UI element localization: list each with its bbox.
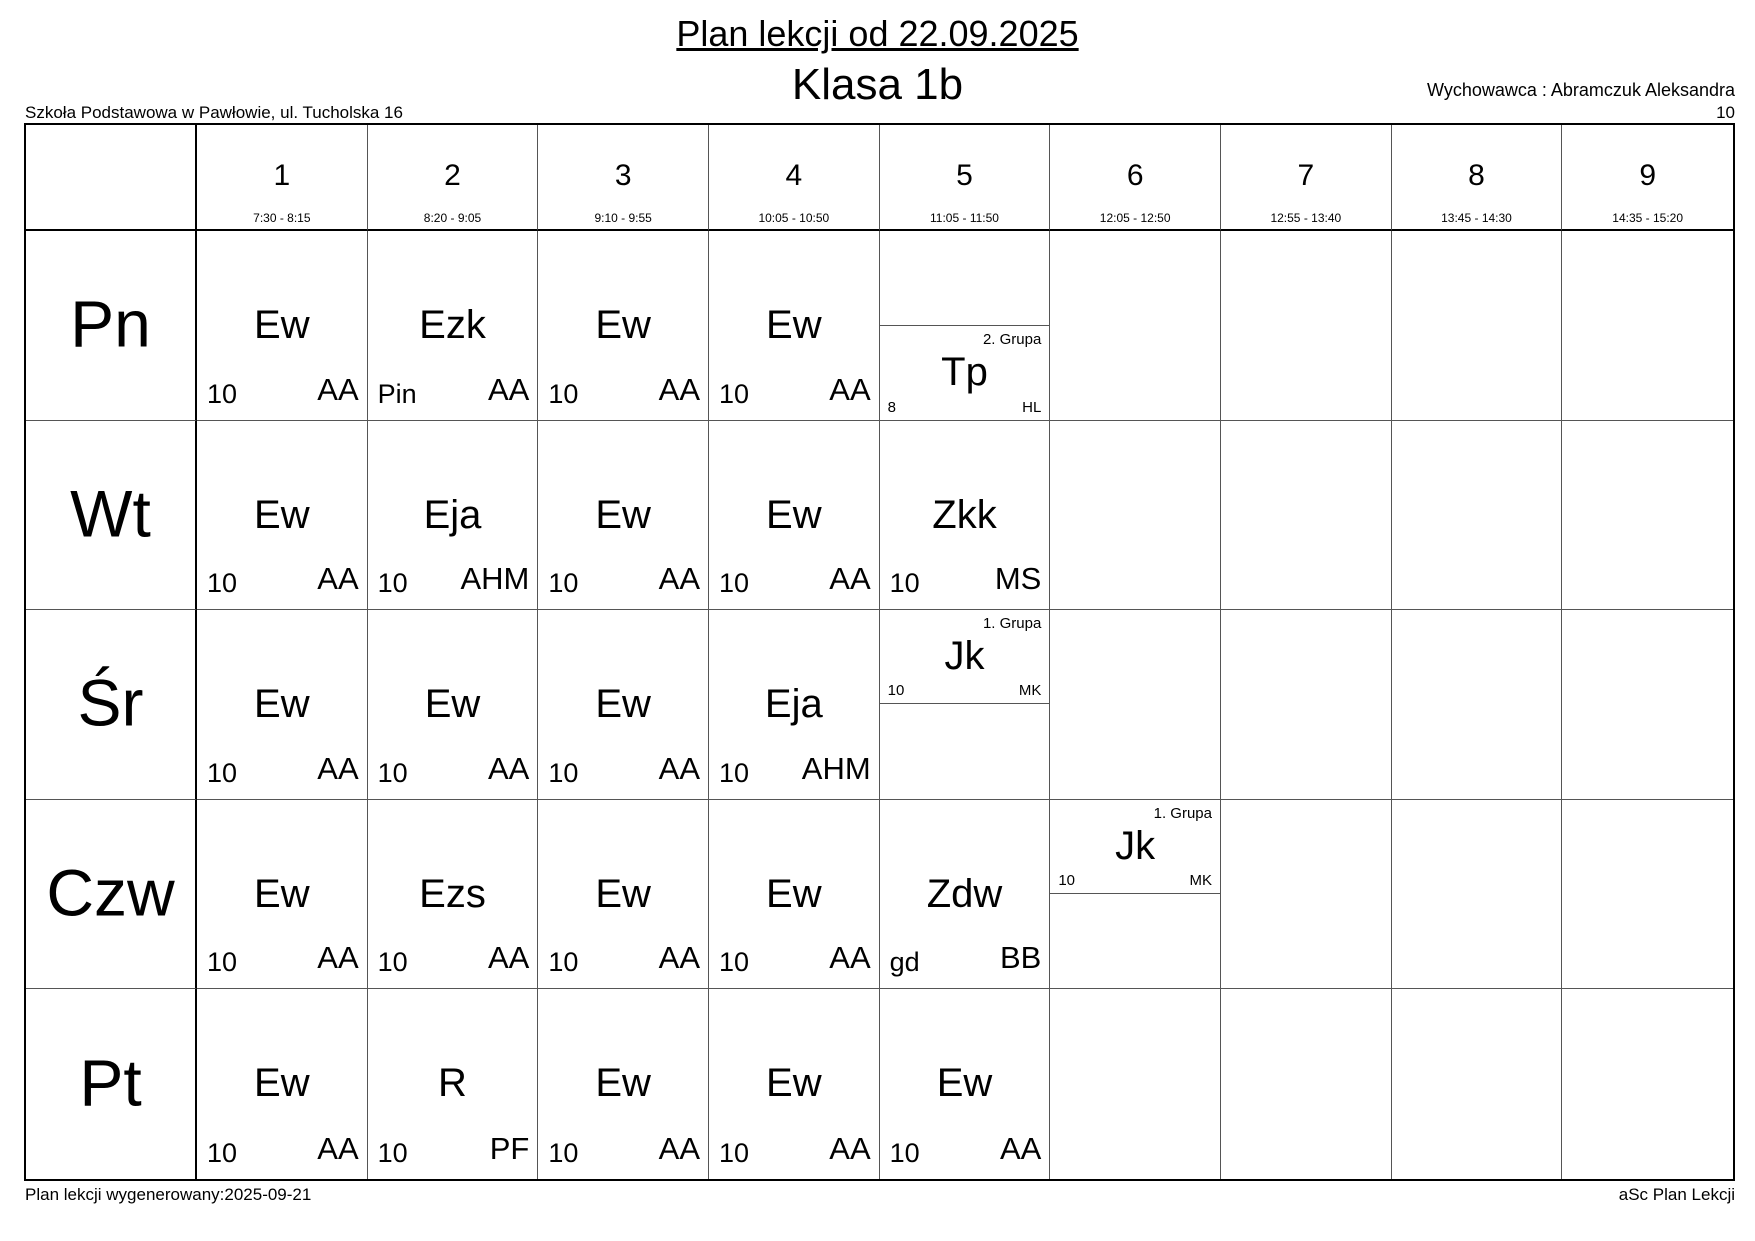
lesson-subject: Ew xyxy=(595,1061,651,1106)
lesson-room: 10 xyxy=(548,378,579,409)
lesson-cell[interactable] xyxy=(538,421,709,611)
day-label: Pn xyxy=(70,286,151,361)
period-header xyxy=(1221,125,1392,231)
lesson-subject: Ew xyxy=(595,682,651,727)
period-number: 7 xyxy=(1297,159,1315,192)
lesson-room: 10 xyxy=(377,568,408,599)
lesson-room: 8 xyxy=(887,398,896,416)
lesson-subject: Ew xyxy=(254,682,310,727)
lesson-subject: Ew xyxy=(766,303,822,347)
day-cell xyxy=(26,421,197,611)
empty-cell xyxy=(1392,421,1563,611)
lesson-cell[interactable] xyxy=(709,231,880,421)
lesson-teacher: MK xyxy=(1189,872,1212,890)
period-number: 2 xyxy=(444,159,461,192)
lesson-subject: Ew xyxy=(766,1061,822,1106)
day-label: Śr xyxy=(77,665,144,740)
period-number: 8 xyxy=(1468,159,1485,192)
homeroom-teacher: Wychowawca : Abramczuk Aleksandra xyxy=(1427,80,1735,100)
period-header xyxy=(1392,125,1563,231)
lesson-subject: Ew xyxy=(936,1061,993,1106)
lesson-teacher: AA xyxy=(829,1131,871,1166)
group-label: 2. Grupa xyxy=(982,331,1042,349)
lesson-room: 10 xyxy=(207,757,238,788)
lesson-cell[interactable] xyxy=(880,989,1051,1179)
lesson-teacher: AA xyxy=(317,561,359,597)
lesson-room: 10 xyxy=(889,1138,920,1168)
lesson-room: 10 xyxy=(719,947,750,978)
period-header xyxy=(880,125,1051,231)
lesson-cell[interactable] xyxy=(538,231,709,421)
lesson-teacher: AA xyxy=(658,1131,700,1166)
lesson-cell[interactable] xyxy=(197,610,368,800)
period-header xyxy=(1050,125,1221,231)
lesson-subject: Ew xyxy=(254,1061,310,1106)
empty-cell xyxy=(1392,800,1563,990)
lesson-subject: R xyxy=(438,1061,467,1106)
lesson-subject: Jk xyxy=(944,634,985,679)
lesson-teacher: AA xyxy=(658,561,700,597)
school-name: Szkoła Podstawowa w Pawłowie, ul. Tucholska 16 xyxy=(25,103,403,122)
period-number: 4 xyxy=(785,159,803,192)
lesson-subject: Zdw xyxy=(926,871,1003,916)
lesson-room: 10 xyxy=(377,947,408,978)
lesson-room: 10 xyxy=(207,947,238,978)
empty-cell xyxy=(1050,421,1221,611)
lesson-teacher: MK xyxy=(1018,682,1042,700)
lesson-teacher: AHM xyxy=(801,750,871,786)
lesson-teacher: PF xyxy=(489,1131,530,1166)
period-time: 10:05 - 10:50 xyxy=(758,211,830,225)
lesson-teacher: BB xyxy=(999,940,1042,976)
empty-cell xyxy=(1221,421,1392,611)
lesson-room: 10 xyxy=(377,757,408,788)
day-label: Wt xyxy=(70,476,151,551)
lesson-room: Pin xyxy=(377,378,417,409)
period-time: 12:55 - 13:40 xyxy=(1270,211,1342,225)
corner-cell xyxy=(26,125,197,231)
lesson-subject: Jk xyxy=(1115,823,1156,868)
period-header xyxy=(709,125,880,231)
lesson-room: 10 xyxy=(548,947,579,978)
generated-date: Plan lekcji wygenerowany:2025-09-21 xyxy=(25,1185,312,1204)
period-time: 8:20 - 9:05 xyxy=(423,211,482,225)
lesson-cell[interactable] xyxy=(197,421,368,611)
empty-cell xyxy=(1050,610,1221,800)
lesson-teacher: AA xyxy=(658,750,700,786)
period-number: 1 xyxy=(273,159,291,192)
period-time: 13:45 - 14:30 xyxy=(1441,211,1512,225)
period-number: 6 xyxy=(1126,159,1144,192)
split-lesson-cell[interactable] xyxy=(880,231,1051,421)
lesson-cell[interactable] xyxy=(709,800,880,990)
empty-cell xyxy=(1050,989,1221,1179)
day-label: Pt xyxy=(79,1045,142,1120)
timetable-title: Plan lekcji od 22.09.2025 xyxy=(676,13,1079,54)
lesson-cell[interactable] xyxy=(880,421,1051,611)
lesson-teacher: AA xyxy=(317,940,359,976)
lesson-cell[interactable] xyxy=(538,800,709,990)
period-time: 14:35 - 15:20 xyxy=(1612,211,1684,225)
lesson-room: 10 xyxy=(887,682,905,700)
lesson-teacher: MS xyxy=(994,561,1042,597)
lesson-teacher: AA xyxy=(487,750,530,786)
timetable-grid xyxy=(24,123,1735,1181)
empty-cell xyxy=(1221,800,1392,990)
lesson-room: 10 xyxy=(719,1138,750,1168)
lesson-teacher: AA xyxy=(999,1131,1042,1166)
lesson-room: 10 xyxy=(207,378,238,409)
empty-cell xyxy=(1221,989,1392,1179)
lesson-subject: Ew xyxy=(424,682,481,727)
split-lesson-cell[interactable] xyxy=(1050,800,1221,990)
lesson-subject: Ew xyxy=(254,871,310,916)
lesson-subject: Eja xyxy=(423,492,482,537)
group-lesson[interactable] xyxy=(880,325,1050,419)
day-cell xyxy=(26,231,197,421)
lesson-cell[interactable] xyxy=(538,989,709,1179)
lesson-cell[interactable] xyxy=(538,610,709,800)
lesson-subject: Zkk xyxy=(932,492,997,537)
lesson-subject: Ezs xyxy=(419,871,486,916)
empty-cell xyxy=(1562,610,1733,800)
lesson-subject: Eja xyxy=(764,682,823,727)
lesson-teacher: AA xyxy=(317,1131,359,1166)
period-header xyxy=(197,125,368,231)
period-number: 3 xyxy=(614,159,632,192)
lesson-teacher: AA xyxy=(829,561,871,597)
period-number: 9 xyxy=(1639,159,1656,192)
lesson-teacher: AHM xyxy=(460,561,530,597)
lesson-cell[interactable] xyxy=(880,800,1051,990)
lesson-cell[interactable] xyxy=(368,800,539,990)
lesson-cell[interactable] xyxy=(197,989,368,1179)
period-header xyxy=(1562,125,1733,231)
lesson-subject: Ew xyxy=(766,871,822,916)
lesson-room: 10 xyxy=(207,1138,238,1168)
day-label: Czw xyxy=(46,855,175,930)
lesson-teacher: AA xyxy=(317,750,359,786)
lesson-cell[interactable] xyxy=(368,610,539,800)
lesson-subject: Ew xyxy=(595,303,651,347)
lesson-cell[interactable] xyxy=(368,231,539,421)
empty-cell xyxy=(1562,800,1733,990)
lesson-teacher: AA xyxy=(317,371,359,407)
empty-cell xyxy=(1221,610,1392,800)
lesson-cell[interactable] xyxy=(709,989,880,1179)
lesson-room: 10 xyxy=(719,568,750,599)
lesson-teacher: HL xyxy=(1022,398,1042,416)
lesson-cell[interactable] xyxy=(368,989,539,1179)
lesson-teacher: AA xyxy=(829,940,871,976)
period-number: 5 xyxy=(956,159,973,192)
lesson-room: 10 xyxy=(719,757,750,788)
empty-cell xyxy=(1392,989,1563,1179)
empty-cell xyxy=(1392,610,1563,800)
lesson-room: 10 xyxy=(207,568,238,599)
lesson-subject: Ew xyxy=(595,492,651,537)
lesson-subject: Tp xyxy=(941,350,988,395)
lesson-room: 10 xyxy=(548,568,579,599)
lesson-subject: Ezk xyxy=(419,303,486,347)
empty-cell xyxy=(1392,231,1563,421)
lesson-room: 10 xyxy=(889,568,920,599)
lesson-room: gd xyxy=(889,947,920,978)
lesson-room: 10 xyxy=(377,1138,408,1168)
lesson-subject: Ew xyxy=(766,492,822,537)
empty-cell xyxy=(1562,421,1733,611)
class-name: Klasa 1b xyxy=(791,60,964,109)
lesson-room: 10 xyxy=(1058,872,1076,890)
group-lesson[interactable] xyxy=(1050,800,1220,894)
period-time: 11:05 - 11:50 xyxy=(930,211,999,225)
lesson-teacher: AA xyxy=(487,371,530,407)
split-lesson-cell[interactable] xyxy=(880,610,1051,800)
lesson-room: 10 xyxy=(548,1138,579,1168)
lesson-cell[interactable] xyxy=(709,421,880,611)
empty-cell xyxy=(1562,989,1733,1179)
period-time: 9:10 - 9:55 xyxy=(594,211,652,225)
lesson-cell[interactable] xyxy=(197,800,368,990)
homeroom-room: 10 xyxy=(1716,103,1735,122)
lesson-subject: Ew xyxy=(595,871,651,916)
empty-cell xyxy=(1050,231,1221,421)
lesson-teacher: AA xyxy=(658,371,700,407)
day-cell xyxy=(26,610,197,800)
day-cell xyxy=(26,989,197,1179)
lesson-teacher: AA xyxy=(829,371,871,407)
group-label: 1. Grupa xyxy=(982,615,1042,633)
period-header xyxy=(368,125,539,231)
lesson-room: 10 xyxy=(719,378,750,409)
period-header xyxy=(538,125,709,231)
lesson-subject: Ew xyxy=(254,303,310,347)
lesson-cell[interactable] xyxy=(197,231,368,421)
lesson-subject: Ew xyxy=(254,492,310,537)
lesson-teacher: AA xyxy=(487,940,530,976)
group-label: 1. Grupa xyxy=(1153,804,1212,822)
lesson-room: 10 xyxy=(548,757,579,788)
group-lesson[interactable] xyxy=(880,610,1050,704)
lesson-cell[interactable] xyxy=(368,421,539,611)
software-name: aSc Plan Lekcji xyxy=(1618,1185,1735,1204)
period-time: 12:05 - 12:50 xyxy=(1099,211,1171,225)
day-cell xyxy=(26,800,197,990)
empty-cell xyxy=(1562,231,1733,421)
lesson-cell[interactable] xyxy=(709,610,880,800)
lesson-teacher: AA xyxy=(658,940,700,976)
period-time: 7:30 - 8:15 xyxy=(253,211,311,225)
empty-cell xyxy=(1221,231,1392,421)
